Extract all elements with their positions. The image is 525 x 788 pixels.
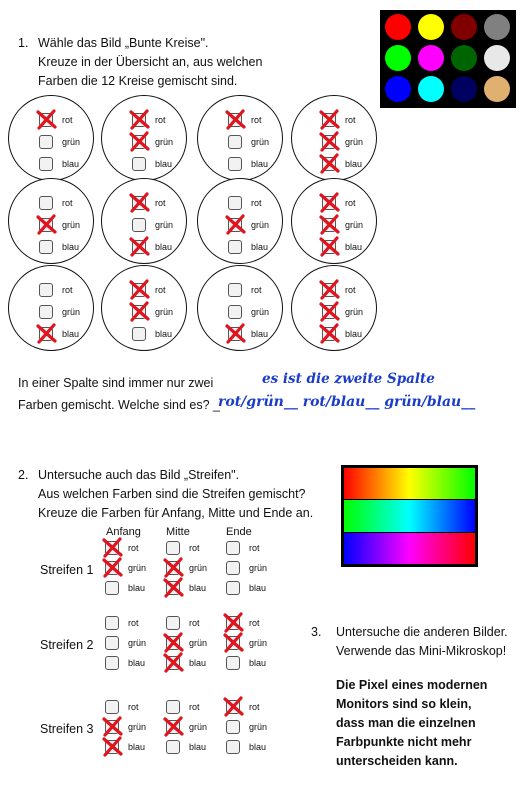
option-blau[interactable] <box>105 656 165 672</box>
palette-swatch <box>484 45 510 71</box>
red-cross-mark <box>129 192 150 213</box>
task3-note-5: unterscheiden kann. <box>336 754 458 768</box>
option-label: rot <box>251 198 262 208</box>
option-label: blau <box>128 658 146 668</box>
option-label: grün <box>128 722 147 732</box>
option-label: grün <box>345 307 364 317</box>
option-gruen[interactable] <box>322 218 382 234</box>
option-rot[interactable] <box>39 196 99 212</box>
option-gruen[interactable] <box>105 561 165 577</box>
question-line-2: Farben gemischt. Welche sind es? _ <box>18 398 220 412</box>
option-gruen[interactable] <box>105 636 165 652</box>
checkbox[interactable] <box>39 135 53 149</box>
checkbox[interactable] <box>226 541 240 555</box>
column-anfang: Anfang <box>106 526 141 538</box>
option-label: grün <box>62 307 81 317</box>
red-cross-mark <box>163 632 184 653</box>
option-label: rot <box>249 618 260 628</box>
task1-instruction-1: Wähle das Bild „Bunte Kreise". <box>38 36 209 50</box>
option-rot[interactable] <box>228 196 288 212</box>
red-cross-mark <box>223 632 244 653</box>
red-cross-mark <box>36 323 57 344</box>
option-gruen[interactable] <box>132 305 192 321</box>
checkbox[interactable] <box>39 283 53 297</box>
option-label: grün <box>189 638 208 648</box>
option-label: blau <box>345 242 363 252</box>
red-cross-mark <box>319 192 340 213</box>
checkbox[interactable] <box>132 218 146 232</box>
red-cross-mark <box>129 279 150 300</box>
palette-swatch <box>385 76 411 102</box>
option-rot[interactable] <box>132 113 192 129</box>
checkbox[interactable] <box>166 700 180 714</box>
checkbox[interactable] <box>226 656 240 670</box>
option-label: rot <box>128 618 139 628</box>
red-cross-mark <box>129 131 150 152</box>
option-rot[interactable] <box>228 113 288 129</box>
option-blau[interactable] <box>166 740 226 756</box>
option-label: blau <box>251 159 269 169</box>
column-mitte: Mitte <box>166 526 190 538</box>
checkbox[interactable] <box>132 327 146 341</box>
stripe-label: Streifen 1 <box>40 563 94 577</box>
red-cross-mark <box>223 612 244 633</box>
option-rot[interactable] <box>228 283 288 299</box>
checkbox[interactable] <box>39 196 53 210</box>
checkbox[interactable] <box>226 720 240 734</box>
checkbox[interactable] <box>228 283 242 297</box>
task2-instruction-3: Kreuze die Farben für Anfang, Mitte und Ende an. <box>38 506 314 520</box>
option-blau[interactable] <box>228 240 288 256</box>
option-label: rot <box>189 618 200 628</box>
option-rot[interactable] <box>226 616 286 632</box>
red-cross-mark <box>319 236 340 257</box>
option-gruen[interactable] <box>228 305 288 321</box>
red-cross-mark <box>36 214 57 235</box>
checkbox[interactable] <box>226 740 240 754</box>
option-label: grün <box>155 137 174 147</box>
option-label: blau <box>251 329 269 339</box>
option-blau[interactable] <box>322 240 382 256</box>
option-label: rot <box>249 702 260 712</box>
option-gruen[interactable] <box>322 135 382 151</box>
stripe-label: Streifen 3 <box>40 722 94 736</box>
checkbox[interactable] <box>105 581 119 595</box>
option-label: rot <box>62 115 73 125</box>
option-label: blau <box>345 159 363 169</box>
column-ende: Ende <box>226 526 252 538</box>
checkbox[interactable] <box>166 740 180 754</box>
red-cross-mark <box>129 236 150 257</box>
red-cross-mark <box>102 716 123 737</box>
checkbox[interactable] <box>39 157 53 171</box>
palette-swatch <box>385 14 411 40</box>
option-blau[interactable] <box>226 740 286 756</box>
option-rot[interactable] <box>226 700 286 716</box>
option-label: grün <box>155 307 174 317</box>
palette-swatch <box>418 45 444 71</box>
option-label: blau <box>128 583 146 593</box>
task1-number: 1. <box>18 36 29 50</box>
red-cross-mark <box>163 652 184 673</box>
option-label: grün <box>249 722 268 732</box>
red-cross-mark <box>319 131 340 152</box>
option-label: rot <box>189 702 200 712</box>
option-blau[interactable] <box>226 581 286 597</box>
option-label: rot <box>62 198 73 208</box>
checkbox[interactable] <box>105 656 119 670</box>
palette-swatch <box>451 76 477 102</box>
checkbox[interactable] <box>132 157 146 171</box>
streifen-image <box>341 465 478 567</box>
option-label: grün <box>251 220 270 230</box>
checkbox[interactable] <box>39 240 53 254</box>
option-label: blau <box>189 583 207 593</box>
checkbox[interactable] <box>105 636 119 650</box>
red-cross-mark <box>129 301 150 322</box>
option-label: blau <box>189 658 207 668</box>
option-label: rot <box>155 198 166 208</box>
option-rot[interactable] <box>322 283 382 299</box>
option-label: grün <box>155 220 174 230</box>
option-blau[interactable] <box>105 740 165 756</box>
option-rot[interactable] <box>322 196 382 212</box>
option-label: rot <box>128 702 139 712</box>
option-rot[interactable] <box>105 541 165 557</box>
handwritten-answer-column: es ist die zweite Spalte <box>262 371 435 387</box>
palette-swatch <box>418 76 444 102</box>
red-cross-mark <box>319 109 340 130</box>
option-gruen[interactable] <box>322 305 382 321</box>
task3-instruction-2: Verwende das Mini-Mikroskop! <box>336 644 507 658</box>
checkbox[interactable] <box>166 616 180 630</box>
option-label: grün <box>251 307 270 317</box>
option-label: rot <box>62 285 73 295</box>
checkbox[interactable] <box>226 561 240 575</box>
option-rot[interactable] <box>166 700 226 716</box>
palette-swatch <box>484 14 510 40</box>
option-label: rot <box>128 543 139 553</box>
option-label: grün <box>62 220 81 230</box>
red-cross-mark <box>223 696 244 717</box>
option-label: blau <box>62 329 80 339</box>
option-label: blau <box>345 329 363 339</box>
option-label: blau <box>249 658 267 668</box>
checkbox[interactable] <box>228 196 242 210</box>
checkbox[interactable] <box>105 700 119 714</box>
option-label: blau <box>62 242 80 252</box>
option-label: rot <box>155 285 166 295</box>
option-label: grün <box>345 220 364 230</box>
red-cross-mark <box>163 577 184 598</box>
option-gruen[interactable] <box>226 720 286 736</box>
option-blau[interactable] <box>228 157 288 173</box>
option-label: blau <box>62 159 80 169</box>
option-label: grün <box>128 563 147 573</box>
option-rot[interactable] <box>39 283 99 299</box>
option-blau[interactable] <box>228 327 288 343</box>
task2-number: 2. <box>18 468 29 482</box>
option-blau[interactable] <box>322 157 382 173</box>
option-blau[interactable] <box>39 327 99 343</box>
option-label: grün <box>189 722 208 732</box>
option-label: grün <box>345 137 364 147</box>
option-label: grün <box>128 638 147 648</box>
red-cross-mark <box>319 301 340 322</box>
option-rot[interactable] <box>166 616 226 632</box>
red-cross-mark <box>102 557 123 578</box>
task1-instruction-2: Kreuze in der Übersicht an, aus welchen <box>38 55 263 69</box>
option-rot[interactable] <box>166 541 226 557</box>
palette-swatch <box>385 45 411 71</box>
red-cross-mark <box>319 214 340 235</box>
palette-swatch <box>451 45 477 71</box>
option-label: grün <box>249 563 268 573</box>
option-label: rot <box>251 285 262 295</box>
bunte-kreise-image <box>380 10 516 108</box>
question-line-1: In einer Spalte sind immer nur zwei <box>18 376 214 390</box>
task3-instruction-1: Untersuche die anderen Bilder. <box>336 625 508 639</box>
option-gruen[interactable] <box>105 720 165 736</box>
option-label: blau <box>155 242 173 252</box>
palette-swatch <box>418 14 444 40</box>
option-label: rot <box>155 115 166 125</box>
option-gruen[interactable] <box>39 218 99 234</box>
option-label: grün <box>249 638 268 648</box>
option-blau[interactable] <box>39 240 99 256</box>
option-blau[interactable] <box>132 157 192 173</box>
checkbox[interactable] <box>226 581 240 595</box>
task3-note-4: Farbpunkte nicht mehr <box>336 735 472 749</box>
option-blau[interactable] <box>166 656 226 672</box>
red-cross-mark <box>319 279 340 300</box>
red-cross-mark <box>163 716 184 737</box>
option-label: blau <box>155 159 173 169</box>
red-cross-mark <box>319 153 340 174</box>
option-label: rot <box>189 543 200 553</box>
option-label: grün <box>189 563 208 573</box>
option-gruen[interactable] <box>228 218 288 234</box>
option-gruen[interactable] <box>228 135 288 151</box>
option-blau[interactable] <box>166 581 226 597</box>
option-blau[interactable] <box>105 581 165 597</box>
option-label: rot <box>345 115 356 125</box>
checkbox[interactable] <box>228 157 242 171</box>
checkbox[interactable] <box>228 135 242 149</box>
red-cross-mark <box>102 537 123 558</box>
checkbox[interactable] <box>166 541 180 555</box>
option-label: rot <box>249 543 260 553</box>
option-label: blau <box>249 583 267 593</box>
option-blau[interactable] <box>132 240 192 256</box>
option-label: rot <box>345 285 356 295</box>
option-label: rot <box>345 198 356 208</box>
option-label: blau <box>251 242 269 252</box>
option-rot[interactable] <box>105 700 165 716</box>
option-blau[interactable] <box>226 656 286 672</box>
option-label: blau <box>249 742 267 752</box>
option-gruen[interactable] <box>132 135 192 151</box>
red-cross-mark <box>319 323 340 344</box>
red-cross-mark <box>225 214 246 235</box>
task3-note-1: Die Pixel eines modernen <box>336 678 488 692</box>
red-cross-mark <box>129 109 150 130</box>
option-blau[interactable] <box>322 327 382 343</box>
option-label: grün <box>62 137 81 147</box>
option-gruen[interactable] <box>166 636 226 652</box>
task1-instruction-3: Farben die 12 Kreise gemischt sind. <box>38 74 238 88</box>
option-label: grün <box>251 137 270 147</box>
task3-note-3: dass man die einzelnen <box>336 716 476 730</box>
checkbox[interactable] <box>105 616 119 630</box>
checkbox[interactable] <box>39 305 53 319</box>
option-blau[interactable] <box>132 327 192 343</box>
option-gruen[interactable] <box>39 305 99 321</box>
option-rot[interactable] <box>39 113 99 129</box>
option-rot[interactable] <box>322 113 382 129</box>
option-label: blau <box>189 742 207 752</box>
checkbox[interactable] <box>228 305 242 319</box>
option-label: rot <box>251 115 262 125</box>
option-rot[interactable] <box>132 196 192 212</box>
option-blau[interactable] <box>39 157 99 173</box>
red-cross-mark <box>36 109 57 130</box>
option-gruen[interactable] <box>166 720 226 736</box>
option-gruen[interactable] <box>132 218 192 234</box>
task3-number: 3. <box>311 625 322 639</box>
task2-instruction-1: Untersuche auch das Bild „Streifen". <box>38 468 240 482</box>
checkbox[interactable] <box>228 240 242 254</box>
option-gruen[interactable] <box>226 561 286 577</box>
option-rot[interactable] <box>132 283 192 299</box>
option-gruen[interactable] <box>39 135 99 151</box>
option-rot[interactable] <box>226 541 286 557</box>
red-cross-mark <box>102 736 123 757</box>
red-cross-mark <box>225 323 246 344</box>
option-gruen[interactable] <box>166 561 226 577</box>
palette-swatch <box>451 14 477 40</box>
option-label: blau <box>128 742 146 752</box>
red-cross-mark <box>225 109 246 130</box>
option-rot[interactable] <box>105 616 165 632</box>
task2-instruction-2: Aus welchen Farben sind die Streifen gemischt? <box>38 487 306 501</box>
task3-note-2: Monitors sind so klein, <box>336 697 472 711</box>
red-cross-mark <box>163 557 184 578</box>
stripe-label: Streifen 2 <box>40 638 94 652</box>
option-gruen[interactable] <box>226 636 286 652</box>
palette-swatch <box>484 76 510 102</box>
handwritten-answers: rot/grün__ rot/blau__ grün/blau__ <box>218 394 476 410</box>
option-label: blau <box>155 329 173 339</box>
